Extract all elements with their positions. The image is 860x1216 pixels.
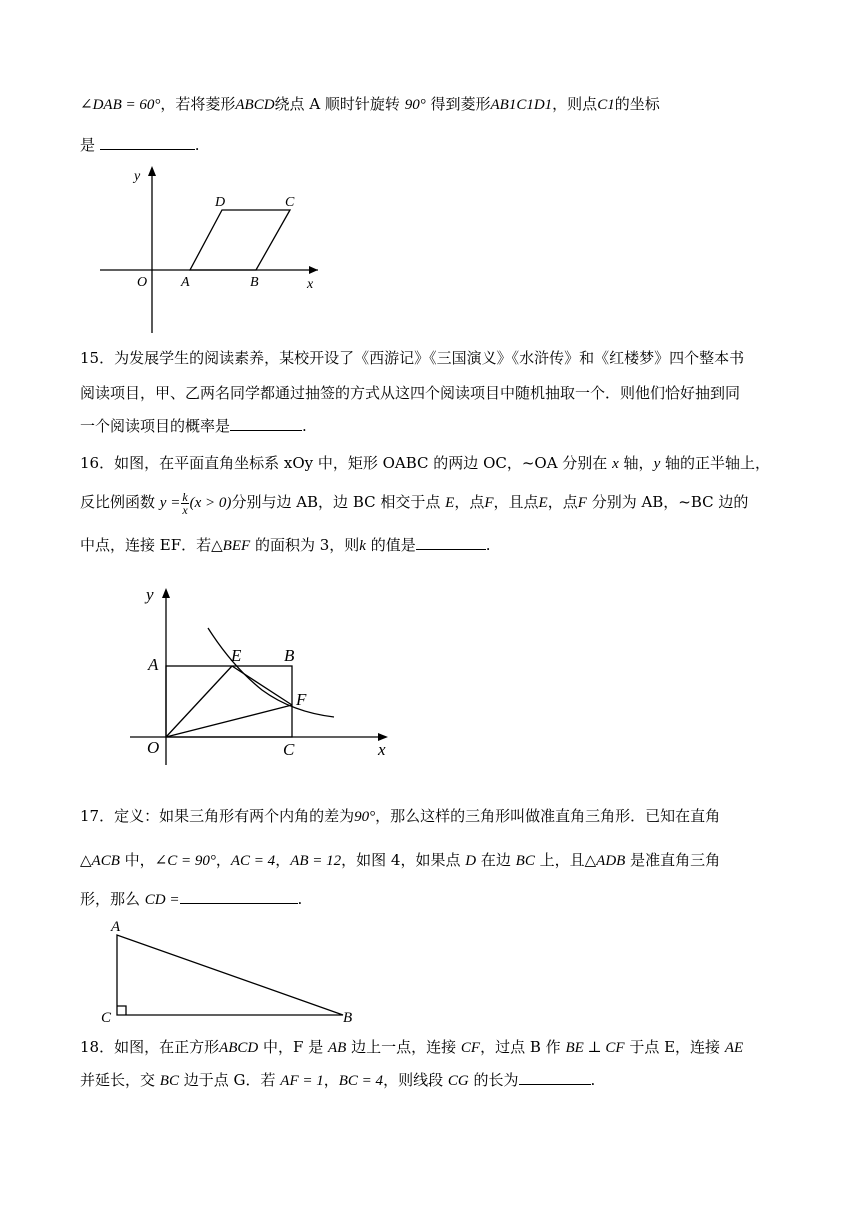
q17-line2-e: 是准直角三角 [630, 851, 721, 869]
q16-line3-c: 的值是 [370, 536, 416, 554]
q16-line2-d: ，且点 [493, 493, 539, 511]
rotation-degree: 90° [404, 97, 426, 113]
length-ab: AB = 12 [290, 853, 342, 869]
q16-line1-c: 轴的正半轴上， [665, 454, 771, 472]
q17-line1-b: ，那么这样的三角形叫做准直角三角形．已知在直角 [375, 807, 721, 825]
triangle-acb: △ACB [80, 853, 120, 869]
q18-line1-c: 边上一点，连接 [351, 1038, 457, 1056]
domain-condition: (x > 0) [189, 495, 232, 511]
q16-line2-a: 反比例函数 [80, 493, 156, 511]
segment-cf: CF [460, 1040, 481, 1056]
q18-line2 [80, 1068, 790, 1093]
point-e-2: E [538, 495, 548, 511]
fraction-numerator: k [182, 489, 188, 504]
point-f: F [484, 495, 494, 511]
var-x: x [612, 456, 619, 472]
fig14-label-c: C [285, 195, 295, 210]
segment-cg: CG [447, 1073, 469, 1089]
q17-line3-a: 形，那么 [80, 890, 141, 908]
square-abcd: ABCD [219, 1040, 259, 1056]
function-lhs: y = [159, 495, 181, 511]
perpendicular-be-cf: BE ⊥ CF [565, 1040, 625, 1056]
q16-line2-c: ，点 [454, 493, 485, 511]
q16-line1-b: 轴， [623, 454, 654, 472]
q14-text-b: 绕点 A 顺时针旋转 [274, 95, 400, 113]
rhombus-abcd: ABCD [235, 97, 275, 113]
degree-90: 90° [354, 809, 376, 825]
var-k: k [359, 538, 366, 554]
fig16-label-x: x [378, 740, 386, 759]
q17-line1-a: 17．定义：如果三角形有两个内角的差为 [80, 807, 355, 825]
q14-end: . [194, 136, 200, 154]
q18-end: . [590, 1071, 596, 1089]
q14-text-d: ，则点 [552, 95, 598, 113]
q18-line1-e: 于点 E，连接 [629, 1038, 721, 1056]
fig14-label-y: y [134, 169, 141, 184]
right-angle-mark [117, 1006, 126, 1015]
fig17-label-c: C [101, 1010, 112, 1026]
q18-line2-c: ，则线段 [383, 1071, 444, 1089]
fig14-label-d: D [215, 195, 226, 210]
q15-line1: 15．为发展学生的阅读素养，某校开设了《西游记》《三国演义》《水浒传》和《红楼梦》四个整本书 [80, 349, 745, 367]
triangle-bef: △BEF [211, 538, 251, 554]
q15-end: . [302, 417, 307, 435]
q17-sep1: ， [215, 851, 231, 869]
q14-text-a: ，若将菱形 [160, 95, 236, 113]
fig16-label-f: F [296, 690, 307, 709]
fraction-denominator: x [182, 502, 188, 517]
var-y: y [653, 456, 661, 472]
fig16-label-e: E [231, 646, 242, 665]
point-f-2: F [577, 495, 587, 511]
q15-line3-text: 一个阅读项目的概率是 [80, 417, 231, 435]
answer-blank-18[interactable] [519, 1069, 591, 1085]
fig16-label-b: B [284, 646, 295, 665]
q18-line2-d: 的长为 [473, 1071, 519, 1089]
q18-line1 [80, 1035, 790, 1060]
q17-line2-b: ，如图 4，如果点 [341, 851, 461, 869]
q18-line1-d: ，过点 B 作 [480, 1038, 561, 1056]
fig14-label-b: B [250, 275, 259, 290]
angle-dab: ∠DAB = 60° [80, 97, 161, 113]
fig16-label-y: y [146, 585, 154, 604]
fig14-label-x: x [307, 277, 314, 292]
point-d: D [465, 853, 477, 869]
fig14-label-a: A [181, 275, 190, 290]
angle-c: ∠C = 90° [154, 853, 216, 869]
q18-sep: ， [323, 1071, 339, 1089]
q17-line2-a: 中， [124, 851, 155, 869]
q17-line2-d: 上，且 [539, 851, 585, 869]
q18-line2-b: 边于点 G．若 [183, 1071, 276, 1089]
fig16-label-o: O [147, 738, 160, 757]
q16-line2-b: 分别与边 AB，边 BC 相交于点 [231, 493, 441, 511]
q16-end: . [485, 536, 491, 554]
triangle-acb-shape [117, 935, 343, 1015]
fig17-label-b: B [343, 1010, 353, 1026]
q14-line2-text: 是 [80, 136, 96, 154]
fig14-label-o: O [137, 275, 148, 290]
q15-line2: 阅读项目，甲、乙两名同学都通过抽签的方式从这四个阅读项目中随机抽取一个．则他们恰好抽到同 [80, 384, 741, 402]
segment-ae: AE [724, 1040, 744, 1056]
length-af: AF = 1 [280, 1073, 324, 1089]
q16-line3-b: 的面积为 3，则 [254, 536, 360, 554]
cd-equals: CD = [144, 892, 180, 908]
side-bc-18: BC [159, 1073, 179, 1089]
q17-end: . [297, 890, 303, 908]
q14-text-e: 的坐标 [614, 95, 660, 113]
fig17-label-a: A [111, 919, 121, 935]
fig16-label-c: C [283, 740, 295, 759]
q18-line2-a: 并延长，交 [80, 1071, 156, 1089]
q17-line2-c: 在边 [480, 851, 511, 869]
q16-line1-a: 16．如图，在平面直角坐标系 xOy 中，矩形 OABC 的两边 OC，~OA 分别在 [80, 454, 608, 472]
side-bc: BC [515, 853, 535, 869]
q16-line3-a: 中点，连接 EF．若 [80, 536, 212, 554]
length-bc: BC = 4 [338, 1073, 384, 1089]
q18-line1-b: 中，F 是 [263, 1038, 324, 1056]
rhombus-ab1c1d1: AB1C1D1 [490, 97, 553, 113]
q17-sep2: ， [275, 851, 291, 869]
triangle-adb: △ADB [584, 853, 626, 869]
point-c1: C1 [597, 97, 615, 113]
q16-line2-f: 分别为 AB，~BC 边的 [591, 493, 749, 511]
q14-text-c: 得到菱形 [430, 95, 491, 113]
q16-line2-e: ，点 [547, 493, 578, 511]
side-ab: AB [328, 1040, 347, 1056]
point-e: E [445, 495, 455, 511]
q18-line1-a: 18．如图，在正方形 [80, 1038, 220, 1056]
length-ac: AC = 4 [230, 853, 276, 869]
fig16-label-a: A [148, 655, 159, 674]
